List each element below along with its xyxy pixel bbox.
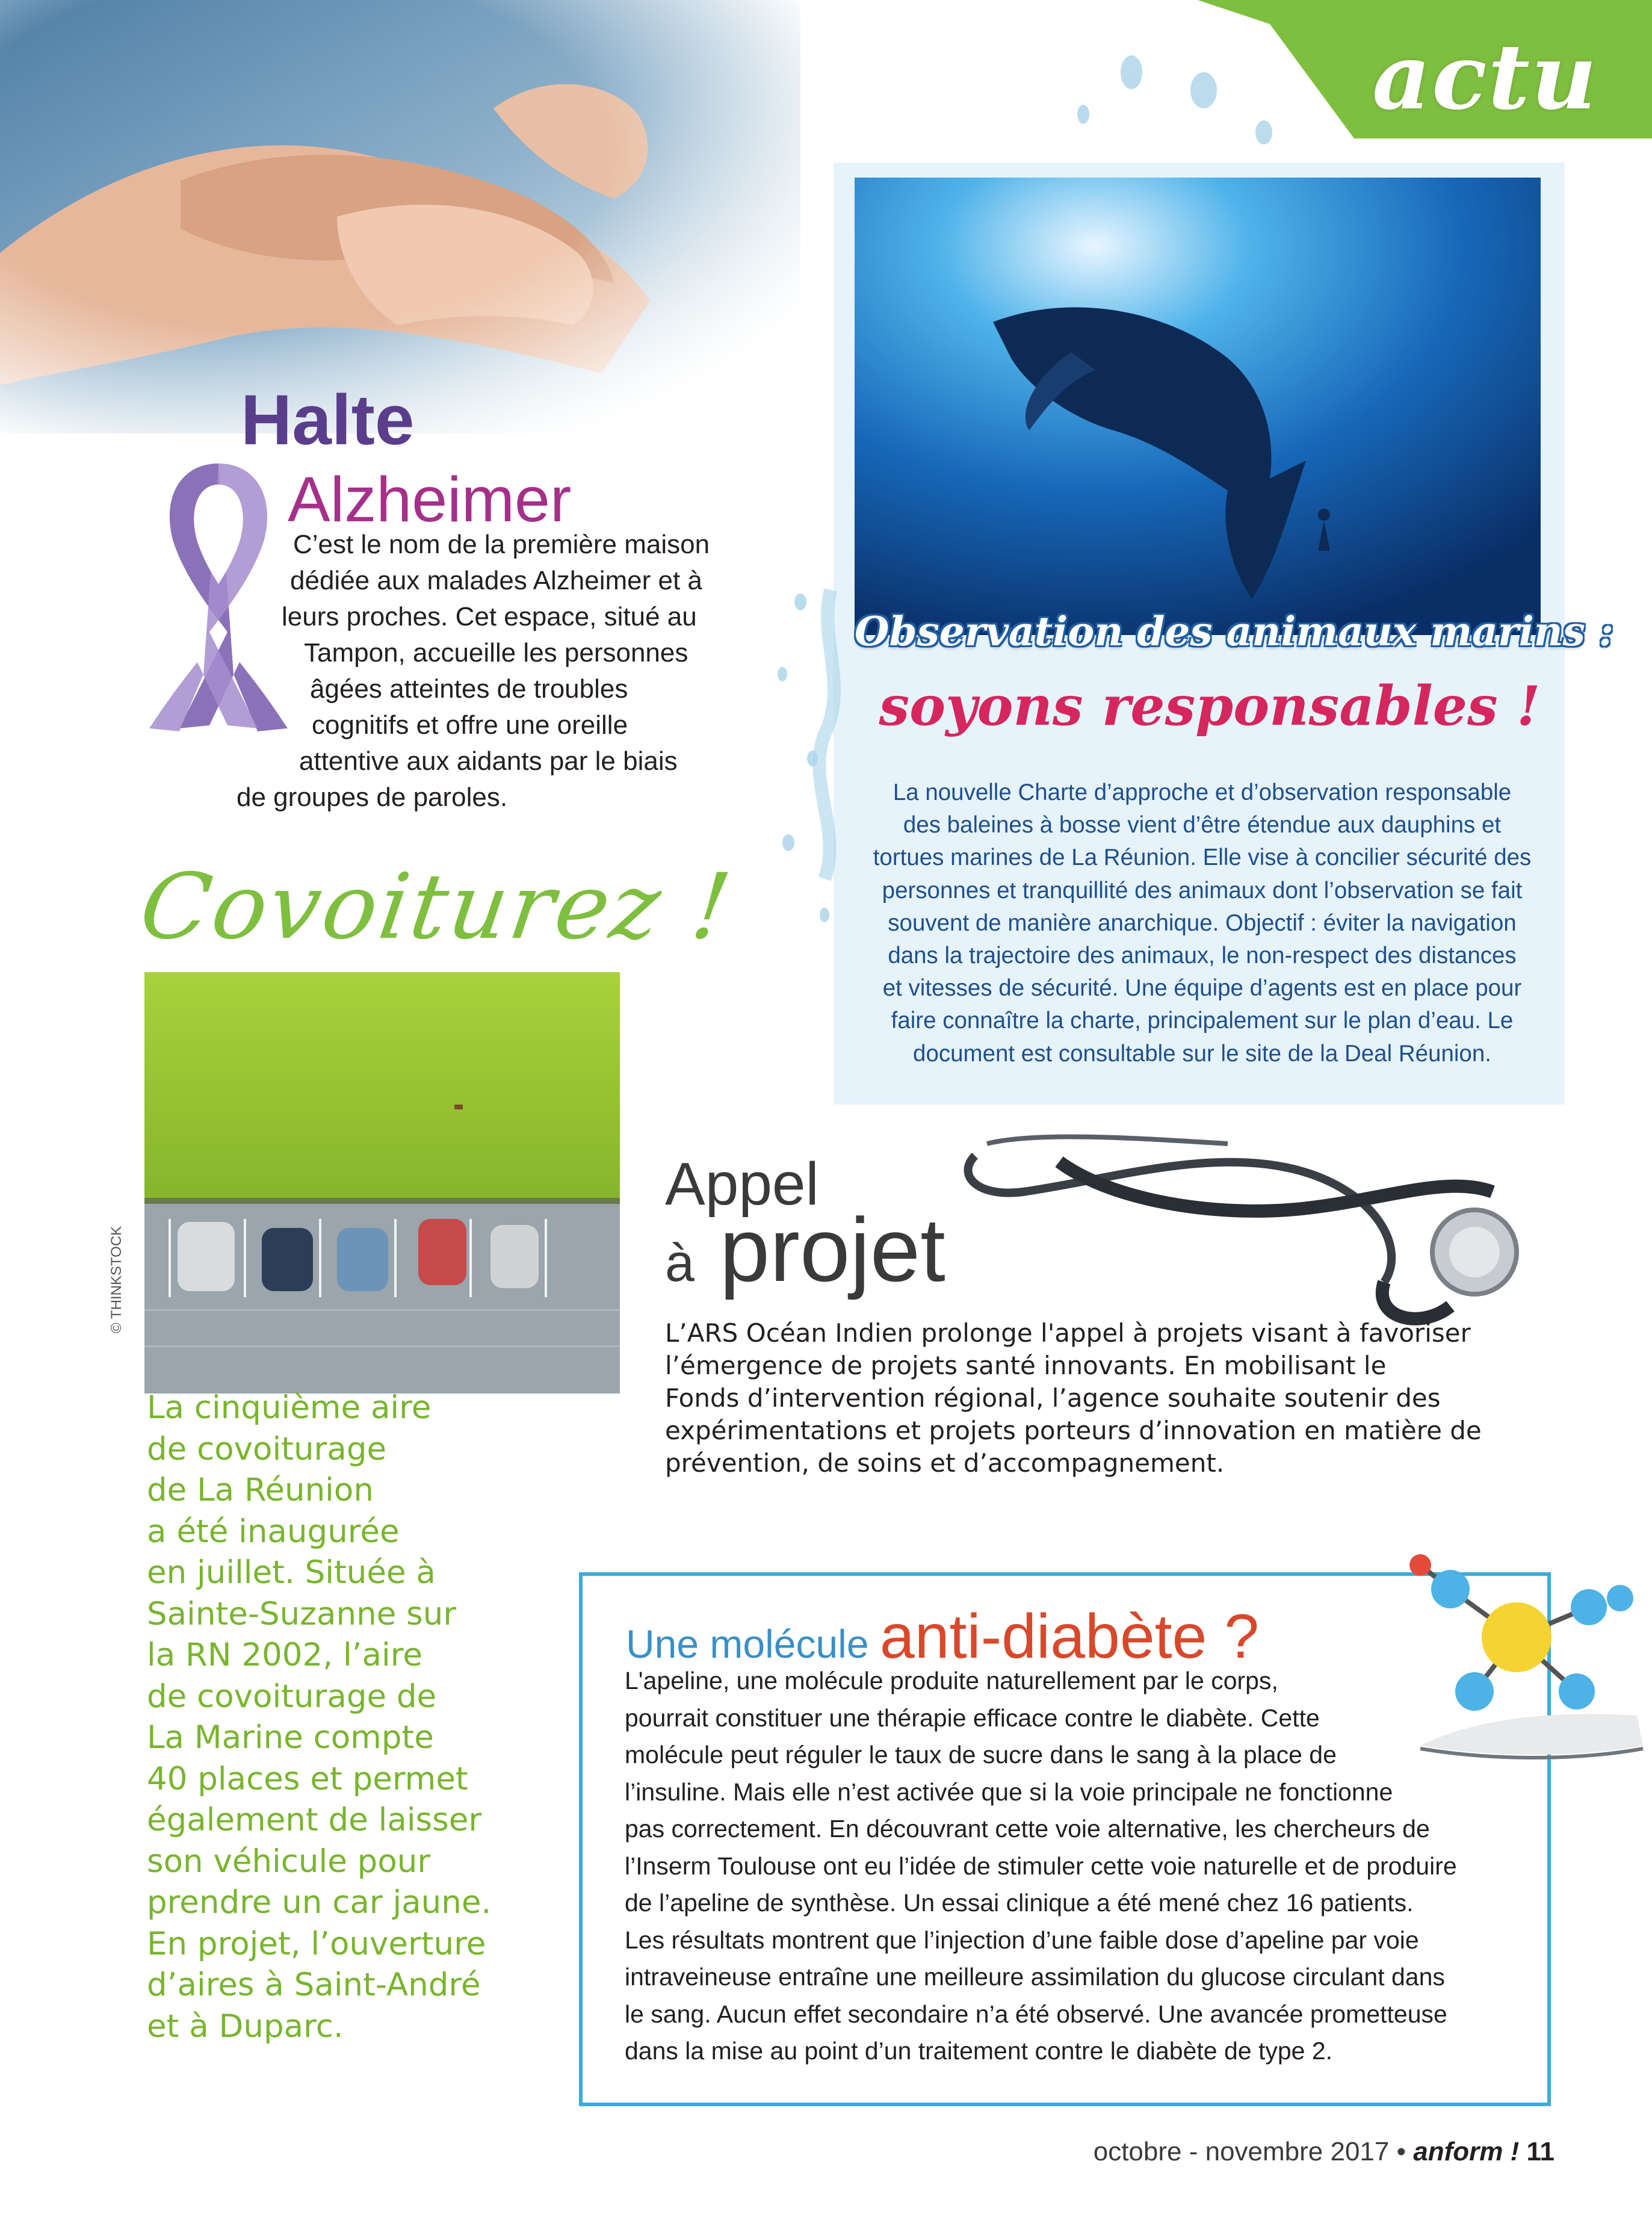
diabetes-text-line: pas correctement. En découvrant cette voie alternative, les chercheurs de: [625, 1815, 1430, 1843]
carpool-text-line: En projet, l’ouverture: [147, 1925, 486, 1962]
carpool-text-line: Sainte-Suzanne sur: [147, 1595, 457, 1632]
call-subtitle-a: à: [665, 1233, 695, 1292]
alzheimer-text-line: âgées atteintes de troubles: [310, 674, 628, 704]
marine-text-line: tortues marines de La Réunion. Elle vise à concilier sécurité des: [873, 845, 1532, 871]
carpool-text-line: de covoiturage: [147, 1430, 387, 1468]
carpool-text-line: de covoiturage de: [147, 1678, 437, 1715]
diabetes-text-line: molécule peut réguler le taux de sucre dans le sang à la place de: [625, 1741, 1337, 1768]
alzheimer-text-line: leurs proches. Cet espace, situé au: [282, 602, 697, 631]
alzheimer-text-line: Tampon, accueille les personnes: [304, 638, 688, 668]
footer-bullet: •: [1396, 2137, 1406, 2166]
carpool-text-line: La Marine compte: [147, 1719, 434, 1756]
marine-text: [852, 777, 1553, 1070]
parking-photo: [144, 972, 620, 1393]
carpool-title: Covoiturez !: [134, 855, 739, 959]
marine-text-line: document est consultable sur le site de la Deal Réunion.: [913, 1040, 1491, 1067]
diabetes-text-line: de l’apeline de synthèse. Un essai clinique a été mené chez 16 patients.: [625, 1889, 1414, 1917]
carpool-text: [147, 1387, 556, 2047]
page-number: 11: [1526, 2137, 1555, 2166]
photo-credit: © THINKSTOCK: [108, 1226, 125, 1333]
marine-text-line: personnes et tranquillité des animaux dont l’observation se fait: [882, 877, 1523, 904]
diabetes-text-line: Les résultats montrent que l’injection d’une faible dose d’apeline par voie: [625, 1926, 1419, 1954]
diabetes-text-line: L'apeline, une molécule produite naturellement par le corps,: [625, 1667, 1278, 1694]
marine-title: Observation des animaux marins :: [855, 608, 1614, 655]
diabetes-text-line: l’Inserm Toulouse ont eu l’idée de stimuler cette voie naturelle et de produire: [625, 1852, 1457, 1880]
call-subtitle: [665, 1198, 945, 1302]
carpool-text-line: également de laisser: [147, 1802, 482, 1838]
marine-text-line: faire connaître la charte, principalement sur le plan d’eau. Le: [891, 1008, 1514, 1034]
diabetes-text-line: pourrait constituer une thérapie efficace contre le diabète. Cette: [625, 1703, 1320, 1732]
diabetes-text-line: intraveineuse entraîne une meilleure assimilation du glucose circulant dans: [625, 1963, 1445, 1991]
call-title: Appel: [665, 1150, 819, 1218]
diabetes-title-a: Une molécule: [626, 1622, 869, 1666]
call-subtitle-b: projet: [719, 1199, 945, 1300]
diabetes-text-line: le sang. Aucun effet secondaire n’a été observé. Une avancée prometteuse: [625, 2000, 1447, 2028]
call-text-line: expérimentations et projets porteurs d’innovation en matière de: [665, 1416, 1482, 1445]
marine-text-line: des baleines à bosse vient d’être étendue aux dauphins et: [903, 812, 1502, 839]
page-footer: [1094, 2137, 1555, 2167]
carpool-text-line: et à Duparc.: [147, 2007, 344, 2045]
carpool-text-line: la RN 2002, l’aire: [147, 1637, 422, 1673]
whale-photo: [855, 178, 1541, 635]
footer-brand: anform !: [1413, 2137, 1520, 2166]
marine-text-line: souvent de manière anarchique. Objectif : éviter la navigation: [888, 910, 1517, 936]
call-text-line: L’ARS Océan Indien prolonge l'appel à projets visant à favoriser: [665, 1318, 1471, 1348]
diabetes-text-line: dans la mise au point d’un traitement contre le diabète de type 2.: [625, 2037, 1333, 2065]
marine-subtitle: soyons responsables !: [879, 674, 1541, 738]
hands-photo: [0, 0, 800, 433]
call-text-line: Fonds d’intervention régional, l’agence souhaite soutenir des: [665, 1383, 1441, 1413]
marine-text-line: dans la trajectoire des animaux, le non-respect des distances: [888, 943, 1517, 969]
alzheimer-text-line: cognitifs et offre une oreille: [312, 710, 628, 740]
diabetes-title-b: anti-diabète ?: [879, 1602, 1260, 1672]
awareness-ribbon-icon: [137, 451, 300, 734]
carpool-text-line: de La Réunion: [147, 1472, 374, 1508]
carpool-text-line: prendre un car jaune.: [147, 1884, 492, 1921]
carpool-text-line: d’aires à Saint-André: [147, 1967, 481, 2003]
diabetes-text: [625, 1663, 1515, 2070]
carpool-text-line: 40 places et permet: [147, 1760, 468, 1797]
diabetes-text-line: l’insuline. Mais elle n’est activée que si la voie principale ne fonctionne: [625, 1778, 1393, 1806]
section-tag: actu: [1372, 24, 1598, 130]
call-text-line: l’émergence de projets santé innovants. En mobilisant le: [665, 1351, 1387, 1380]
alzheimer-text-line: de groupes de paroles.: [237, 783, 508, 812]
carpool-text-line: a été inaugurée: [147, 1513, 400, 1550]
alzheimer-text-line: dédiée aux malades Alzheimer et à: [290, 566, 702, 595]
marine-text-line: La nouvelle Charte d’approche et d’observation responsable: [893, 780, 1512, 805]
marine-text-line: et vitesses de sécurité. Une équipe d’agents est en place pour: [882, 975, 1522, 1002]
call-text-line: prévention, de soins et d’accompagnement.: [665, 1448, 1225, 1478]
alzheimer-text-line: attentive aux aidants par le biais: [299, 746, 678, 776]
carpool-text-line: son véhicule pour: [147, 1843, 431, 1880]
alzheimer-text-line: C’est le nom de la première maison: [293, 530, 710, 559]
carpool-text-line: en juillet. Située à: [147, 1554, 436, 1591]
footer-date: octobre - novembre 2017: [1093, 2137, 1390, 2166]
alzheimer-subtitle: Alzheimer: [288, 464, 572, 535]
alzheimer-title: Halte: [241, 380, 415, 460]
call-text: [665, 1317, 1556, 1480]
carpool-text-line: La cinquième aire: [147, 1389, 432, 1426]
